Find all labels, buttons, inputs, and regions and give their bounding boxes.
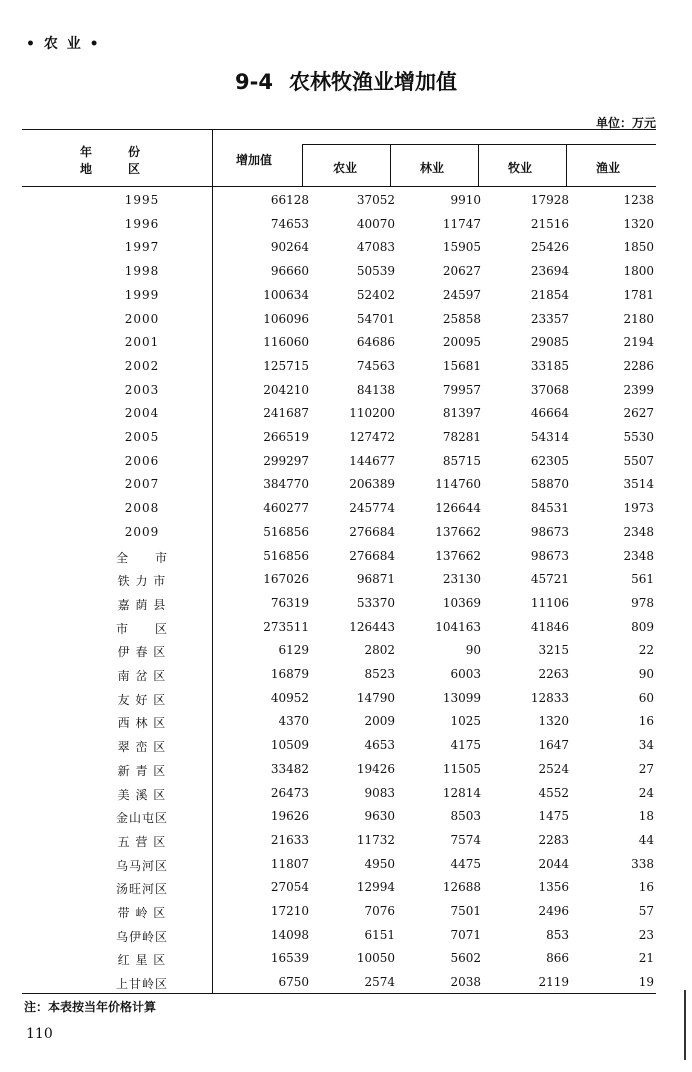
cell-animal: 2119 (538, 975, 569, 990)
cell-forestry: 114760 (435, 477, 481, 492)
cell-animal: 33185 (530, 358, 569, 373)
cell-animal: 23694 (530, 264, 569, 279)
cell-total: 241687 (263, 406, 309, 421)
cell-fishery: 90 (638, 667, 654, 681)
cell-forestry: 1025 (450, 714, 481, 729)
table-row (22, 853, 656, 877)
cell-animal: 62305 (530, 453, 569, 468)
row-name: 伊 春 区 (117, 645, 167, 660)
cell-forestry: 20627 (442, 264, 481, 279)
header-fishery: 渔业 (596, 161, 621, 175)
cell-animal: 46664 (530, 406, 569, 421)
cell-animal: 23357 (530, 311, 569, 326)
cell-agriculture: 54701 (356, 311, 395, 326)
cell-animal: 2044 (538, 856, 569, 871)
header-forestry: 林业 (420, 161, 445, 175)
cell-total: 19626 (270, 809, 309, 824)
cell-agriculture: 7076 (364, 904, 395, 918)
cell-total: 266519 (263, 430, 309, 444)
cell-total: 40952 (270, 690, 309, 705)
table-title: 农林牧渔业增加值 (288, 70, 457, 94)
cell-forestry: 11505 (442, 761, 481, 776)
cell-fishery: 22 (638, 643, 654, 658)
cell-fishery: 34 (638, 738, 654, 753)
cell-fishery: 2194 (623, 335, 654, 350)
cell-agriculture: 19426 (356, 761, 395, 776)
cell-forestry: 137662 (435, 524, 481, 539)
cell-total: 204210 (263, 382, 309, 397)
cell-animal: 29085 (530, 335, 569, 350)
table-row (22, 876, 656, 900)
cell-forestry: 4475 (450, 856, 481, 871)
cell-agriculture: 276684 (349, 548, 395, 563)
cell-agriculture: 64686 (356, 335, 395, 350)
cell-total: 167026 (263, 572, 309, 587)
table-top-rule (22, 129, 656, 130)
cell-animal: 41846 (530, 619, 569, 634)
page-title (0, 66, 692, 96)
cell-agriculture: 11732 (356, 832, 395, 847)
cell-forestry: 24597 (442, 287, 481, 302)
cell-animal: 25426 (530, 240, 569, 255)
row-name: 南 岔 区 (117, 669, 167, 683)
row-name: 铁 力 市 (117, 574, 167, 589)
cell-forestry: 10369 (442, 595, 481, 610)
cell-agriculture: 110200 (349, 406, 395, 421)
cell-animal: 853 (546, 927, 569, 942)
cell-animal: 21854 (530, 287, 569, 302)
cell-animal: 4552 (538, 785, 569, 800)
row-name: 2005 (124, 430, 160, 444)
cell-fishery: 3514 (623, 477, 654, 492)
cell-fishery: 16 (638, 714, 654, 729)
table-row (22, 971, 656, 995)
cell-animal: 21516 (530, 216, 569, 231)
cell-forestry: 2038 (450, 975, 481, 990)
table-row (22, 663, 656, 687)
cell-forestry: 25858 (442, 311, 481, 326)
cell-fishery: 561 (631, 572, 654, 587)
table-row (22, 639, 656, 663)
cell-fishery: 978 (631, 595, 654, 610)
cell-animal: 45721 (530, 572, 569, 587)
table-row (22, 734, 656, 758)
cell-agriculture: 96871 (356, 572, 395, 587)
table-row (22, 687, 656, 711)
row-name: 翠 峦 区 (117, 740, 167, 755)
cell-animal: 17928 (530, 193, 569, 207)
cell-total: 6750 (278, 975, 309, 990)
cell-agriculture: 47083 (356, 240, 395, 255)
cell-forestry: 9910 (450, 193, 481, 207)
row-name: 2004 (124, 406, 160, 421)
row-name: 五 营 区 (117, 834, 167, 849)
cell-agriculture: 9083 (364, 785, 395, 800)
cell-forestry: 7071 (450, 927, 481, 942)
header-divider-ag (302, 144, 303, 186)
row-name: 2009 (124, 524, 160, 539)
cell-agriculture: 6151 (364, 927, 395, 942)
cell-forestry: 20095 (442, 335, 481, 350)
cell-total: 66128 (270, 193, 309, 207)
cell-total: 76319 (270, 595, 309, 610)
table-row (22, 592, 656, 616)
cell-agriculture: 144677 (349, 453, 395, 468)
cell-total: 299297 (263, 453, 309, 468)
table-row (22, 521, 656, 545)
cell-forestry: 13099 (442, 690, 481, 705)
table-row (22, 568, 656, 592)
cell-agriculture: 2009 (364, 714, 395, 729)
table-row (22, 545, 656, 569)
table-row (22, 782, 656, 806)
table-row (22, 947, 656, 971)
table-row (22, 450, 656, 474)
cell-total: 90264 (270, 240, 309, 255)
row-name: 1997 (124, 240, 160, 255)
cell-forestry: 126644 (435, 501, 481, 516)
cell-agriculture: 53370 (356, 595, 395, 610)
cell-forestry: 81397 (442, 406, 481, 421)
cell-animal: 12833 (530, 690, 569, 705)
table-row (22, 189, 656, 213)
cell-fishery: 60 (638, 690, 654, 705)
table-row (22, 473, 656, 497)
cell-total: 106096 (263, 311, 309, 326)
row-name: 红 星 区 (117, 953, 167, 968)
row-name: 2003 (124, 382, 160, 397)
cell-forestry: 104163 (435, 619, 481, 634)
row-name: 汤旺河区 (115, 882, 168, 897)
cell-fishery: 2286 (623, 358, 654, 373)
cell-animal: 2263 (538, 667, 569, 681)
cell-forestry: 23130 (442, 572, 481, 587)
cell-fishery: 19 (638, 975, 654, 990)
header-agriculture: 农业 (333, 161, 358, 175)
cell-total: 21633 (270, 832, 309, 847)
table-note: 注：本表按当年价格计算 (24, 1000, 157, 1014)
cell-agriculture: 84138 (356, 382, 395, 397)
cell-total: 11807 (270, 856, 309, 871)
table-row (22, 284, 656, 308)
table-row (22, 402, 656, 426)
cell-total: 516856 (263, 548, 309, 563)
row-name: 2001 (124, 335, 160, 350)
table-row (22, 497, 656, 521)
cell-fishery: 1781 (623, 287, 654, 302)
cell-animal: 866 (546, 951, 569, 966)
row-name: 1995 (124, 193, 160, 207)
cell-animal: 2283 (538, 832, 569, 847)
row-name: 2000 (124, 311, 160, 326)
cell-animal: 58870 (530, 477, 569, 492)
cell-agriculture: 2802 (364, 643, 395, 658)
header-total: 增加值 (236, 153, 273, 167)
table-row (22, 924, 656, 948)
header-sub-rule (302, 144, 656, 145)
cell-forestry: 5602 (450, 951, 481, 966)
row-name: 市 区 (115, 621, 168, 636)
cell-animal: 1647 (538, 738, 569, 753)
table-row (22, 805, 656, 829)
table-row (22, 900, 656, 924)
cell-fishery: 16 (638, 880, 654, 895)
cell-fishery: 2348 (623, 524, 654, 539)
row-name: 2007 (124, 477, 160, 492)
binding-edge (684, 990, 686, 1060)
cell-total: 273511 (263, 619, 309, 634)
cell-total: 96660 (270, 264, 309, 279)
cell-agriculture: 126443 (349, 619, 395, 634)
cell-forestry: 12814 (442, 785, 481, 800)
cell-fishery: 21 (638, 951, 654, 966)
cell-fishery: 5507 (623, 453, 654, 468)
row-name: 新 青 区 (117, 763, 167, 778)
cell-animal: 98673 (530, 524, 569, 539)
cell-agriculture: 40070 (356, 216, 395, 231)
row-name: 美 溪 区 (117, 787, 167, 802)
cell-agriculture: 14790 (356, 690, 395, 705)
table-row (22, 616, 656, 640)
cell-agriculture: 4653 (364, 738, 395, 753)
cell-animal: 1356 (538, 880, 569, 895)
cell-total: 26473 (270, 785, 309, 800)
header-animal: 牧业 (508, 161, 533, 175)
cell-agriculture: 52402 (356, 287, 395, 302)
cell-animal: 2524 (538, 761, 569, 776)
cell-forestry: 85715 (442, 453, 481, 468)
cell-total: 100634 (263, 287, 309, 302)
row-name: 西 林 区 (117, 716, 167, 731)
cell-fishery: 1320 (623, 216, 654, 231)
table-row (22, 710, 656, 734)
row-name: 带 岭 区 (117, 906, 167, 920)
cell-fishery: 2348 (623, 548, 654, 563)
cell-animal: 3215 (538, 643, 569, 658)
table-header-rule (22, 186, 656, 187)
cell-agriculture: 4950 (364, 856, 395, 871)
row-header-year: 年 份 (80, 145, 141, 159)
cell-forestry: 7574 (450, 832, 481, 847)
cell-fishery: 23 (638, 927, 654, 942)
cell-fishery: 809 (631, 619, 654, 634)
cell-forestry: 90 (465, 643, 481, 658)
cell-agriculture: 8523 (364, 667, 395, 681)
table-row (22, 213, 656, 237)
header-divider-fo (390, 144, 391, 186)
cell-total: 516856 (263, 524, 309, 539)
cell-agriculture: 9630 (364, 809, 395, 824)
row-name: 1996 (124, 216, 160, 231)
cell-forestry: 7501 (450, 904, 481, 918)
row-name: 2002 (124, 358, 160, 373)
cell-total: 10509 (270, 738, 309, 753)
cell-agriculture: 2574 (364, 975, 395, 990)
cell-total: 116060 (263, 335, 309, 350)
cell-total: 74653 (270, 216, 309, 231)
cell-fishery: 1973 (623, 501, 654, 516)
row-name: 上甘岭区 (115, 977, 168, 992)
cell-agriculture: 10050 (356, 951, 395, 966)
cell-fishery: 1238 (623, 193, 654, 207)
cell-animal: 54314 (530, 430, 569, 444)
table-number: 9-4 (235, 70, 273, 94)
header-divider-an (478, 144, 479, 186)
cell-fishery: 18 (638, 809, 654, 824)
cell-total: 33482 (270, 761, 309, 776)
table-row (22, 308, 656, 332)
cell-agriculture: 37052 (356, 193, 395, 207)
table-row (22, 758, 656, 782)
table-row (22, 829, 656, 853)
row-name: 2006 (124, 453, 160, 468)
table-row (22, 260, 656, 284)
cell-fishery: 1800 (623, 264, 654, 279)
table-row (22, 355, 656, 379)
cell-total: 384770 (263, 477, 309, 492)
cell-agriculture: 74563 (356, 358, 395, 373)
cell-animal: 37068 (530, 382, 569, 397)
cell-total: 125715 (263, 358, 309, 373)
cell-animal: 11106 (530, 595, 569, 610)
cell-total: 27054 (270, 880, 309, 895)
cell-total: 17210 (270, 904, 309, 918)
row-header-area: 地 区 (80, 162, 141, 176)
cell-agriculture: 50539 (356, 264, 395, 279)
row-name: 乌马河区 (115, 858, 168, 873)
cell-animal: 1320 (538, 714, 569, 729)
cell-forestry: 79957 (442, 382, 481, 397)
cell-forestry: 6003 (450, 667, 481, 681)
cell-total: 6129 (278, 643, 309, 658)
page-number: 110 (26, 1026, 53, 1042)
cell-fishery: 44 (638, 832, 654, 847)
cell-fishery: 2627 (623, 406, 654, 421)
row-name: 友 好 区 (117, 692, 167, 707)
table-row (22, 236, 656, 260)
cell-animal: 2496 (538, 904, 569, 918)
cell-fishery: 5530 (623, 430, 654, 444)
cell-agriculture: 206389 (349, 477, 395, 492)
cell-animal: 1475 (538, 809, 569, 824)
cell-fishery: 338 (631, 856, 654, 871)
cell-total: 16879 (270, 667, 309, 681)
cell-forestry: 8503 (450, 809, 481, 824)
cell-forestry: 78281 (442, 430, 481, 444)
section-label: • 农 业 • (26, 36, 101, 52)
cell-fishery: 2180 (623, 311, 654, 326)
row-name: 嘉 荫 县 (117, 597, 167, 612)
cell-forestry: 12688 (442, 880, 481, 895)
cell-animal: 98673 (530, 548, 569, 563)
cell-total: 460277 (263, 501, 309, 516)
row-name: 乌伊岭区 (115, 929, 168, 944)
cell-total: 16539 (270, 951, 309, 966)
table-row (22, 426, 656, 450)
cell-total: 14098 (270, 927, 309, 942)
cell-forestry: 4175 (450, 738, 481, 753)
row-name: 1999 (124, 287, 160, 302)
header-divider-fi (566, 144, 567, 186)
cell-fishery: 57 (638, 904, 654, 918)
cell-forestry: 137662 (435, 548, 481, 563)
table-row (22, 331, 656, 355)
cell-fishery: 1850 (623, 240, 654, 255)
cell-forestry: 11747 (442, 216, 481, 231)
row-name: 金山屯区 (115, 811, 168, 826)
cell-fishery: 27 (638, 761, 654, 776)
cell-fishery: 2399 (623, 382, 654, 397)
cell-agriculture: 127472 (349, 430, 395, 444)
cell-forestry: 15905 (442, 240, 481, 255)
row-name: 1998 (124, 264, 160, 279)
cell-agriculture: 276684 (349, 524, 395, 539)
unit-label: 单位：万元 (595, 116, 656, 130)
cell-agriculture: 12994 (356, 880, 395, 895)
cell-forestry: 15681 (442, 358, 481, 373)
row-name: 全 市 (115, 550, 168, 565)
cell-total: 4370 (278, 714, 309, 729)
table-row (22, 379, 656, 403)
cell-animal: 84531 (530, 501, 569, 516)
row-name: 2008 (124, 501, 160, 516)
cell-agriculture: 245774 (349, 501, 395, 516)
cell-fishery: 24 (638, 785, 654, 800)
